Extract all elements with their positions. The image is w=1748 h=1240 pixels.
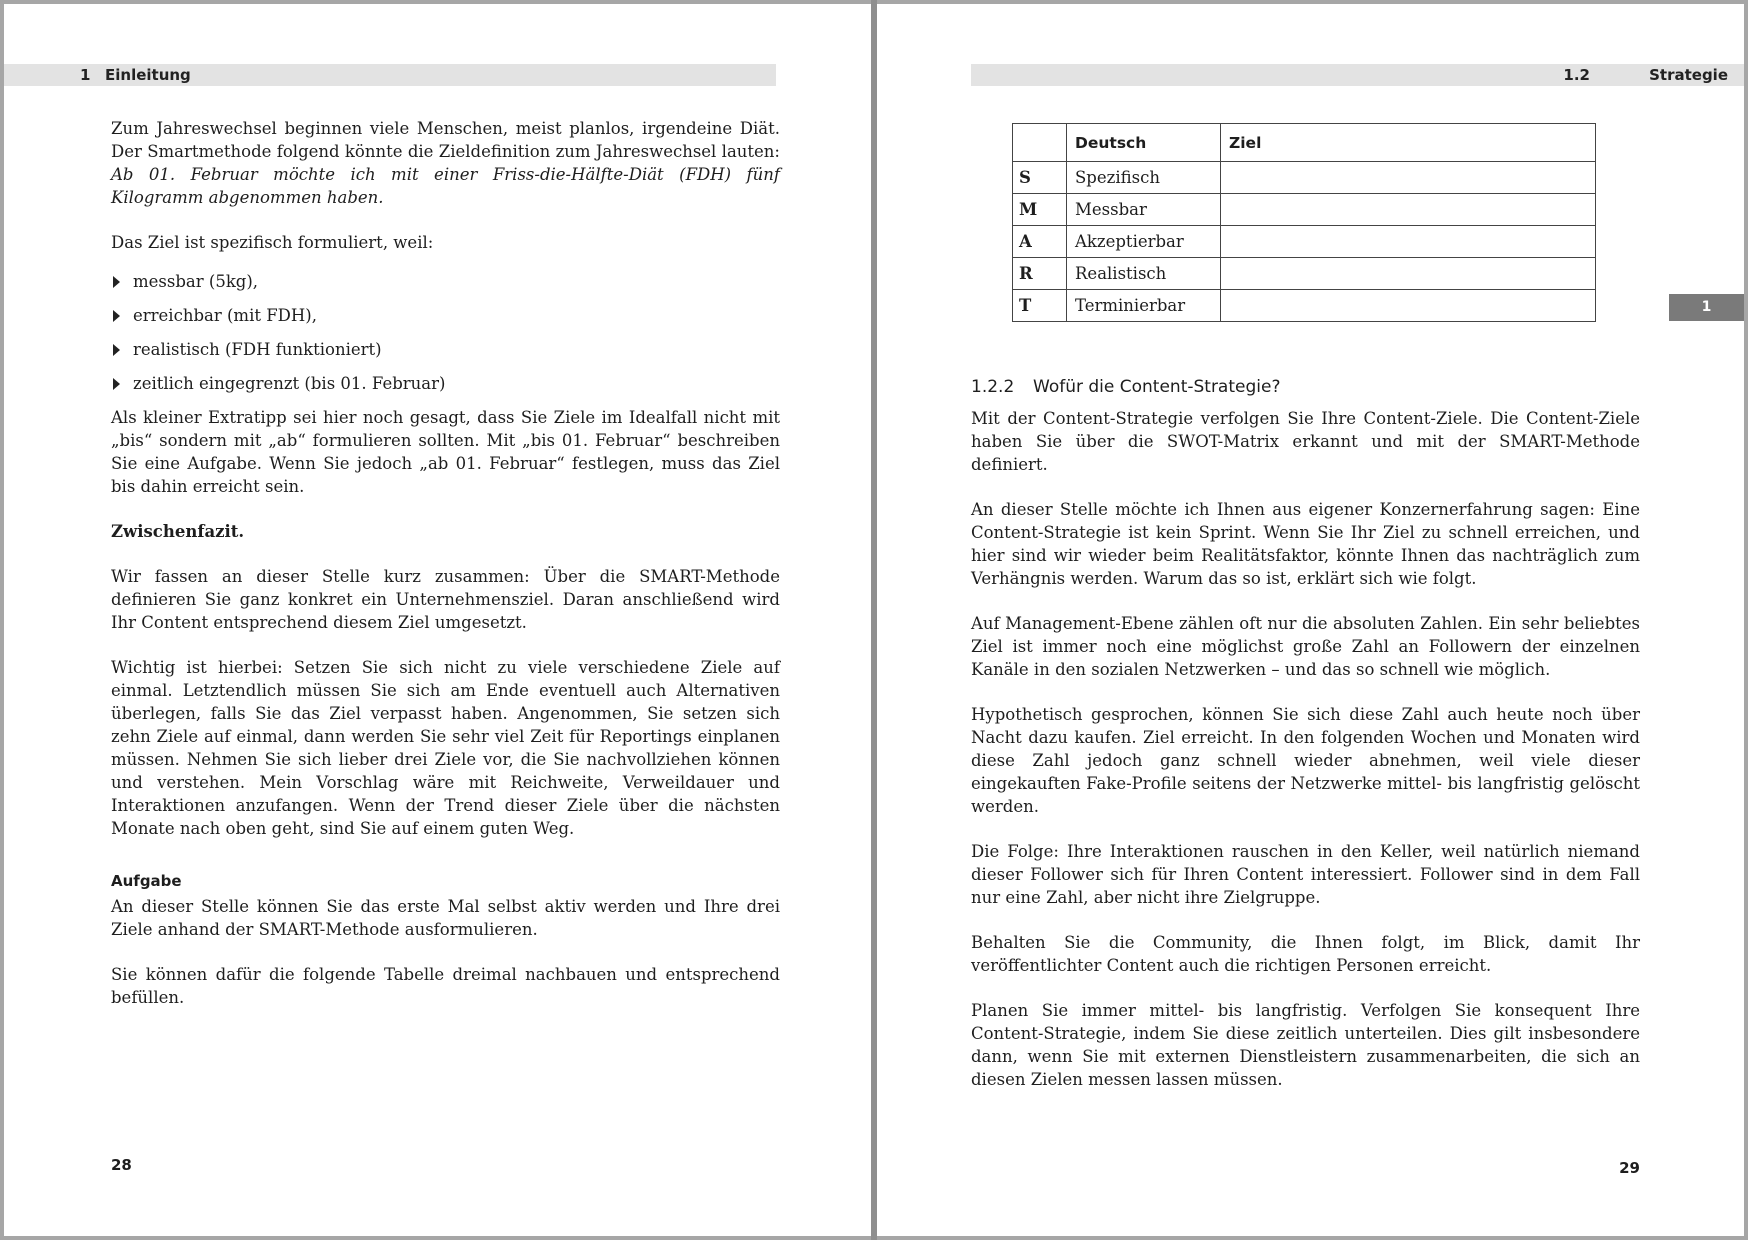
page-number-left: 28 [111,1156,132,1174]
table-cell-deutsch: Spezifisch [1067,162,1221,194]
section-heading-number: 1.2.2 [971,377,1015,397]
paragraph: Die Folge: Ihre Interaktionen rauschen in den Keller, weil natürlich niemand dieser Follower sich für Ihren Content interessiert. Follower sind in dem Fall nur eine Zahl, aber nicht ihre Zielgruppe. [971,842,1640,907]
paragraph: Sie können dafür die folgende Tabelle dreimal nachbauen und entsprechend befüllen. [111,965,780,1007]
table-cell-letter: S [1013,162,1067,194]
chapter-title: Einleitung [105,66,191,84]
table-row [1013,226,1596,258]
section-heading [971,377,1640,397]
paragraph: Auf Management-Ebene zählen oft nur die absoluten Zahlen. Ein sehr beliebtes Ziel ist immer noch eine möglichst große Zahl an Followern der einzelnen Kanäle in den sozialen Netzwerken – und das so schnell wie möglich. [971,614,1640,679]
table-cell-letter: A [1013,226,1067,258]
zwischenfazit-heading [111,520,780,543]
table-cell-ziel [1221,162,1596,194]
chapter-thumb-tab: 1 [1669,294,1744,321]
table-header-cell [1013,124,1067,162]
section-number: 1.2 [1563,66,1590,84]
table-cell-ziel [1221,290,1596,322]
left-page [4,4,871,1236]
list-item [111,304,780,327]
table-cell-deutsch: Terminierbar [1067,290,1221,322]
list-item-text: realistisch (FDH funktioniert) [133,340,382,359]
list-item [111,270,780,293]
paragraph: An dieser Stelle möchte ich Ihnen aus eigener Konzernerfahrung sagen: Eine Content-Strategie ist kein Sprint. Wenn Sie Ihr Ziel zu schnell erreichen, und hier sind wir wieder beim Realitätsfaktor, könnte Ihnen das nachträglich zum Verhängnis werden. Warum das so ist, erklärt sich wie folgt. [971,500,1640,588]
table-cell-ziel [1221,194,1596,226]
table-header-cell: Deutsch [1067,124,1221,162]
right-page [877,4,1744,1236]
paragraph: Wichtig ist hierbei: Setzen Sie sich nicht zu viele verschiedene Ziele auf einmal. Letztendlich müssen Sie sich am Ende eventuell auch Alternativen überlegen, falls Sie das Ziel verpasst haben. Angenommen, Sie setzen sich zehn Ziele auf einmal, dann werden Sie sehr viel Zeit für Reportings einplanen müssen. Nehmen Sie sich lieber drei Ziele vor, die Sie nachvollziehen können und verstehen. Mein Vorschlag wäre mit Reichweite, Verweildauer und Interaktionen anzufangen. Wenn der Trend dieser Ziele über die nächsten Monate nach oben geht, sind Sie auf einem guten Weg. [111,658,780,838]
chapter-number: 1 [80,66,91,84]
table-cell-deutsch: Realistisch [1067,258,1221,290]
list-item-text: erreichbar (mit FDH), [133,306,317,325]
paragraph: Als kleiner Extratipp sei hier noch gesagt, dass Sie Ziele im Idealfall nicht mit „bis“ sondern mit „ab“ formulieren sollten. Mit „bis 01. Februar“ beschreiben Sie eine Aufgabe. Wenn Sie jedoch „ab 01. Februar“ festlegen, muss das Ziel bis dahin erreicht sein. [111,408,780,496]
aufgabe-heading: Aufgabe [111,872,182,890]
table-header-cell: Ziel [1221,124,1596,162]
table-row [1013,258,1596,290]
bullet-list [111,270,780,395]
right-body-text [971,407,1640,1113]
table-cell-letter: R [1013,258,1067,290]
table-cell-ziel [1221,226,1596,258]
table-cell-letter: T [1013,290,1067,322]
table-header-row [1013,124,1596,162]
smart-table [1012,123,1596,322]
paragraph: Hypothetisch gesprochen, können Sie sich diese Zahl auch heute noch über Nacht dazu kaufen. Ziel erreicht. In den folgenden Wochen und Monaten wird diese Zahl jedoch ganz schnell wieder abnehmen, weil viele dieser eingekauften Fake-Profile seitens der Netzwerke mittel- bis langfristig gelöscht werden. [971,705,1640,816]
paragraph-italic-text: Ab 01. Februar möchte ich mit einer Friss-die-Hälfte-Diät (FDH) fünf Kilogramm abgenommen haben. [111,165,780,207]
paragraph-text: Zum Jahreswechsel beginnen viele Menschen, meist planlos, irgendeine Diät. Der Smartmethode folgend könnte die Zieldefinition zum Jahreswechsel lauten: [111,119,780,161]
section-title: Strategie [1649,66,1728,84]
paragraph: Mit der Content-Strategie verfolgen Sie Ihre Content-Ziele. Die Content-Ziele haben Sie über die SWOT-Matrix erkannt und mit der SMART-Methode definiert. [971,409,1640,474]
bullet-triangle-icon [113,378,120,390]
list-item-text: messbar (5kg), [133,272,259,291]
bullet-triangle-icon [113,276,120,288]
table-row [1013,290,1596,322]
page-number-right: 29 [1619,1159,1640,1177]
list-item [111,338,780,361]
bold-heading-text: Zwischenfazit. [111,522,245,541]
bullet-triangle-icon [113,344,120,356]
paragraph: Das Ziel ist spezifisch formuliert, weil: [111,233,434,252]
table-cell-letter: M [1013,194,1067,226]
list-item-text: zeitlich eingegrenzt (bis 01. Februar) [133,374,446,393]
table-cell-deutsch: Akzeptierbar [1067,226,1221,258]
running-head-right [971,64,1744,86]
table-cell-ziel [1221,258,1596,290]
table-row [1013,194,1596,226]
table-row [1013,162,1596,194]
paragraph: An dieser Stelle können Sie das erste Mal selbst aktiv werden und Ihre drei Ziele anhand der SMART-Methode ausformulieren. [111,897,780,939]
bullet-triangle-icon [113,310,120,322]
paragraph [111,117,780,209]
list-item [111,372,780,395]
paragraph: Behalten Sie die Community, die Ihnen folgt, im Blick, damit Ihr veröffentlichter Content auch die richtigen Personen erreicht. [971,933,1640,975]
table-cell-deutsch: Messbar [1067,194,1221,226]
paragraph: Planen Sie immer mittel- bis langfristig. Verfolgen Sie konsequent Ihre Content-Strategie, indem Sie diese zeitlich unterteilen. Dies gilt insbesondere dann, wenn Sie mit externen Dienstleistern zusammenarbeiten, die sich an diesen Zielen messen lassen müssen. [971,1001,1640,1089]
paragraph: Wir fassen an dieser Stelle kurz zusammen: Über die SMART-Methode definieren Sie ganz konkret ein Unternehmensziel. Daran anschließend wird Ihr Content entsprechend diesem Ziel umgesetzt. [111,567,780,632]
left-body-text [111,117,780,1031]
section-heading-title: Wofür die Content-Strategie? [1033,377,1281,397]
running-head-left [4,64,776,86]
